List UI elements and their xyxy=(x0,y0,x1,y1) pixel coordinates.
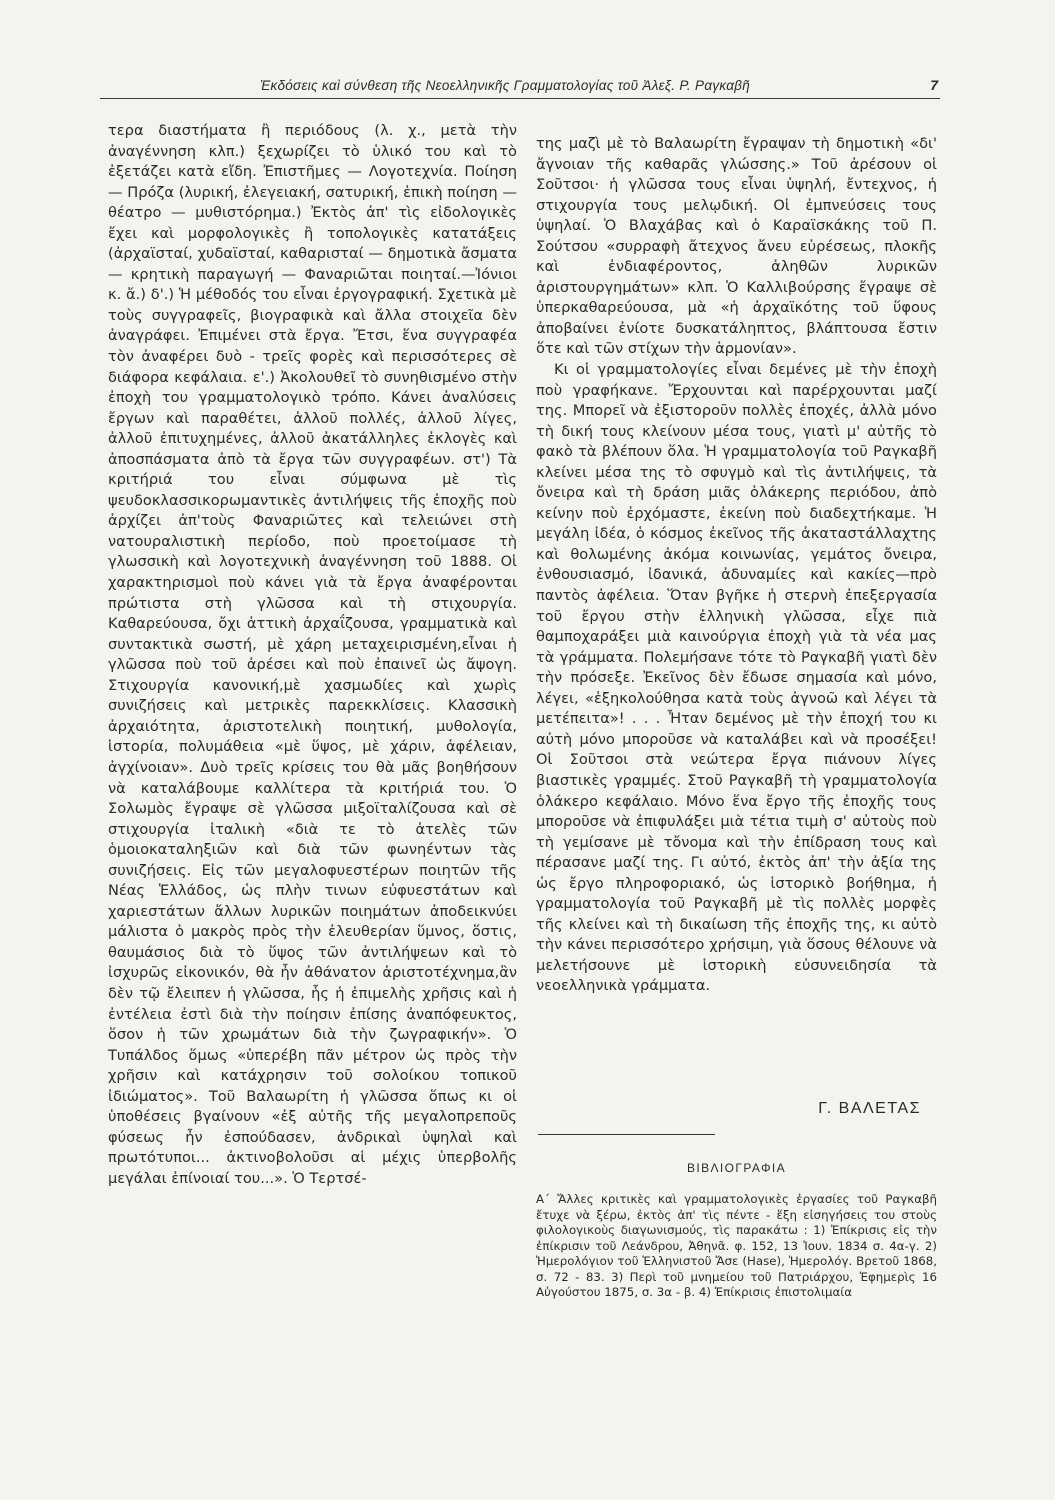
right-column xyxy=(536,134,937,997)
page-number: 7 xyxy=(930,77,938,93)
right-column-paragraph-2: Κι οἱ γραμματολογίες εἶναι δεμένες μὲ τὴν ἐποχὴ ποὺ γραφήκανε. Ἔρχουνται καὶ παρέρχουνται μαζί της. Μπορεῖ νὰ ἐξιστοροῦν πολλὲς ἐποχές, ἀλλὰ μόνο τὴ δική τους κλείνουν μέσα τους, γιατὶ μ' αὐτῆς τὸ φακὸ τὰ βλέπουν ὅλα. Ἡ γραμματολογία τοῦ Ραγκαβῆ κλείνει μέσα της τὸ σφυγμὸ καὶ τὶς ἀντιλήψεις, τὰ ὄνειρα καὶ τὴ δράση μιᾶς ὁλάκερης περιόδου, ἀπὸ κείνην ποὺ ἐρχόμαστε, ἐκείνη ποὺ διαδεχτήκαμε. Ἡ μεγάλη ἰδέα, ὁ κόσμος ἐκεῖνος τῆς ἀκαταστάλλαχτης καὶ θολωμένης ἀκόμα κοινωνίας, γεμάτος ὄνειρα, ἐνθουσιασμό, ἰδανικά, ἀδυναμίες καὶ κακίες—πρὸ παντὸς ἀφέλεια. Ὅταν βγῆκε ἡ στερνὴ ἐπεξεργασία τοῦ ἔργου στὴν ἑλληνικὴ γλῶσσα, εἶχε πιὰ θαμποχαράξει μιὰ καινούργια ἐποχὴ γιὰ τὰ νέα μας τὰ γράμματα. Πολεμήσανε τότε τὸ Ραγκαβῆ γιατὶ δὲν τὴν πρόσεξε. Ἐκεῖνος δὲν ἔδωσε σημασία καὶ μόνο, λέγει, «ἐξηκολούθησα κατὰ τοὺς ἀγνοῶ καὶ λέγει τὰ μετέπειτα»! . . . Ἦταν δεμένος μὲ τὴν ἐποχή του κι αὐτὴ μόνο μποροῦσε νὰ καταλάβει καὶ νὰ προσέξει! Οἱ Σοῦτσοι στὰ νεώτερα ἔργα πιάνουν λίγες βιαστικὲς γραμμές. Στοῦ Ραγκαβῆ τὴ γραμματολογία ὁλάκερο κεφάλαιο. Μόνο ἕνα ἔργο τῆς ἐποχῆς τους μποροῦσε νὰ ἐπιφυλάξει μιὰ τέτια τιμὴ σ' αὐτοὺς ποὺ τὴ γεμίσανε μὲ τὄνομα καὶ τὴν ἐπίδραση τους καὶ πέρασανε μαζί της. Γι αὐτό, ἐκτὸς ἀπ' τὴν ἀξία της ὡς ἔργο πληροφοριακό, ὡς ἱστορικὸ βοήθημα, ἡ γραμματολογία τοῦ Ραγκαβῆ μὲ τὶς πολλὲς μορφὲς τῆς κλείνει καὶ τὴ δικαίωση τῆς ἐποχῆς της, κι αὐτὸ τὴν κάνει περισσότερο χρήσιμη, γιὰ ὅσους θέλουνε νὰ μελετήσουνε μὲ ἱστορικὴ εὐσυνειδησία τὰ νεοελληνικὰ γράμματα. xyxy=(536,361,937,995)
bibliography-heading: ΒΙΒΛΙΟΓΡΑΦΙΑ xyxy=(686,1161,787,1175)
author-signature: Γ. ΒΑΛΕΤΑΣ xyxy=(818,1100,921,1117)
running-title: Ἐκδόσεις καὶ σύνθεση τῆς Νεοελληνικῆς Γραμματολογίας τοῦ Ἀλεξ. Ρ. Ραγκαβῆ xyxy=(259,78,751,93)
left-column xyxy=(108,121,517,1189)
bibliography-text-block xyxy=(536,1192,937,1301)
left-column-paragraph: τερα διαστήματα ἢ περιόδους (λ. χ., μετὰ τὴν ἀναγέννηση κλπ.) ξεχωρίζει τὸ ὑλικό του καὶ τὸ ἐξετάζει κατὰ εἴδη. Ἐπιστῆμες — Λογοτεχνία. Ποίηση — Πρόζα (λυρική, ἐλεγειακή, σατυρική, ἐπικὴ ποίηση — θέατρο — μυθιστόρημα.) Ἐκτὸς ἀπ' τὶς εἰδολογικὲς ἔχει καὶ μορφολογικὲς ἢ τοπολογικὲς κατατάξεις (ἀρχαϊσταί, χυδαϊσταί, καθαρισταί — δημοτικὰ ἄσματα — κρητικὴ παραγωγή — Φαναριῶται ποιηταί.—Ἰόνιοι κ. ἄ.) δ'.) Ἡ μέθοδός του εἶναι ἐργογραφική. Σχετικὰ μὲ τοὺς συγγραφεῖς, βιογραφικὰ καὶ ἄλλα στοιχεῖα δὲν ἀναγράφει. Ἐπιμένει στὰ ἔργα. Ἔτσι, ἕνα συγγραφέα τὸν ἀναφέρει δυὸ - τρεῖς φορὲς καὶ περισσότερες σὲ διάφορα κεφάλαια. ε'.) Ἀκολουθεῖ τὸ συνηθισμένο στὴν ἐποχὴ του γραμματολογικὸ τρόπο. Κάνει ἀναλύσεις ἔργων καὶ παραθέτει, ἀλλοῦ πολλές, ἀλλοῦ λίγες, ἀλλοῦ ἐπιτυχημένες, ἀλλοῦ ἀκατάλληλες ἐκλογὲς καὶ ἀποσπάσματα ἀπὸ τὰ ἔργα τῶν συγγραφέων. στ') Τὰ κριτήριά του εἶναι σύμφωνα μὲ τὶς ψευδοκλασσικορωμαντικὲς ἀντιλήψεις τῆς ἐποχῆς ποὺ ἀρχίζει ἀπ'τοὺς Φαναριῶτες καὶ τελειώνει στὴ νατουραλιστικὴ περίοδο, ποὺ προετοίμασε τὴ γλωσσικὴ καὶ λογοτεχνικὴ ἀναγέννηση τοῦ 1888. Οἱ χαρακτηρισμοὶ ποὺ κάνει γιὰ τὰ ἔργα ἀναφέρονται πρώτιστα στὴ γλῶσσα καὶ τὴ στιχουργία. Καθαρεύουσα, ὄχι ἀττικὴ ἀρχαΐζουσα, γραμματικὰ καὶ συντακτικὰ σωστή, μὲ χάρη μεταχειρισμένη,εἶναι ἡ γλῶσσα ποὺ τοῦ ἀρέσει καὶ ποὺ ἐπαινεῖ ὡς ἄψογη. Στιχουργία κανονική,μὲ χασμωδίες καὶ χωρὶς συνιζήσεις καὶ μετρικὲς παρεκκλίσεις. Κλασσικὴ ἀρχαιότητα, ἀριστοτελικὴ ποιητική, μυθολογία, ἱστορία, πολυμάθεια «μὲ ὕψος, μὲ χάριν, ἀφέλειαν, ἀγχίνοιαν». Δυὸ τρεῖς κρίσεις του θὰ μᾶς βοηθήσουν νὰ καταλάβουμε καλλίτερα τὰ κριτήριά του. Ὁ Σολωμὸς ἔγραψε σὲ γλῶσσα μιξοϊταλίζουσα καὶ σὲ στιχουργία ἰταλικὴ «διὰ τε τὸ ἀτελὲς τῶν ὁμοιοκαταληξιῶν καὶ διὰ τῶν φωνηέντων τὰς συνιζήσεις. Εἰς τῶν μεγαλοφυεστέρων ποιητῶν τῆς Νέας Ἑλλάδος, ὡς πλὴν τινων εὐφυεστάτων καὶ χαριεστάτων ἄλλων λυρικῶν ποιημάτων ἀποδεικνύει μάλιστα ὁ μακρὸς πρὸς τὴν ἐλευθερίαν ὕμνος, ὅστις, θαυμάσιος διὰ τὸ ὕψος τῶν ἀντιλήψεων καὶ τὸ ἰσχυρῶς εἰκονικόν, θὰ ἦν ἀθάνατον ἀριστοτέχνημα,ἂν δὲν τῷ ἔλειπεν ἡ γλῶσσα, ἧς ἡ ἐπιμελὴς χρῆσις καὶ ἡ ἐντέλεια ἐστὶ διὰ τὴν ποίησιν ἐπίσης ἀναπόφευκτος, ὅσον ἡ τῶν χρωμάτων διὰ τὴν ζωγραφικήν». Ὁ Τυπάλδος ὅμως «ὑπερέβη πᾶν μέτρον ὡς πρὸς τὴν χρῆσιν καὶ κατάχρησιν τοῦ σολοίκου τοπικοῦ ἰδιώματος». Τοῦ Βαλαωρίτη ἡ γλῶσσα ὅπως κι οἱ ὑποθέσεις βγαίνουν «ἐξ αὐτῆς τῆς μεγαλοπρεποῦς φύσεως ἦν ἐσπούδασεν, ἀνδρικαὶ ὑψηλαὶ καὶ πρωτότυποι... ἀκτινοβολοῦσι αἱ μέχις ὑπερβολῆς μεγάλαι ἐπίνοιαί του...». Ὁ Τερτσέ- xyxy=(108,122,517,1187)
running-header xyxy=(100,76,940,99)
right-column-paragraph-1: της μαζὶ μὲ τὸ Βαλαωρίτη ἔγραψαν τὴ δημοτικὴ «δι' ἄγνοιαν τῆς καθαρᾶς γλώσσης.» Τοῦ ἀρέσουν οἱ Σοῦτσοι· ἡ γλῶσσα τους εἶναι ὑψηλή, ἔντεχνος, ἡ στιχουργία τους μελῳδική. Οἱ ἐμπνεύσεις τους ὑψηλαί. Ὁ Βλαχάβας καὶ ὁ Καραϊσκάκης τοῦ Π. Σούτσου «συρραφὴ ἄτεχνος ἄνευ εὑρέσεως, πλοκῆς καὶ ἐνδιαφέροντος, ἀληθῶν λυρικῶν ἀριστουργημάτων» κλπ. Ὁ Καλλιβούρσης ἔγραψε σὲ ὑπερκαθαρεύουσα, μὰ «ἡ ἀρχαϊκότης τοῦ ὕφους ἀποβαίνει ἐνίοτε δυσκατάληπτος, βλάπτουσα ἔστιν ὅτε καὶ τῶν στίχων τὴν ἁρμονίαν». xyxy=(536,135,937,358)
section-divider xyxy=(538,1134,715,1135)
bibliography-paragraph: Α΄ Ἄλλες κριτικὲς καὶ γραμματολογικὲς ἐργασίες τοῦ Ραγκαβῆ ἔτυχε νὰ ξέρω, ἐκτὸς ἀπ' τὶς πέντε - ἕξη εἰσηγήσεις του στοὺς φιλολογικοὺς διαγωνισμούς, τὶς παρακάτω : 1) Ἐπίκρισις εἰς τὴν ἐπίκρισιν τοῦ Λεάνδρου, Ἀθηνᾶ. φ. 152, 13 Ἰουν. 1834 σ. 4α-γ. 2) Ἡμερολόγιον τοῦ Ἑλληνιστοῦ Ἄσε (Hase), Ἡμερολόγ. Βρετοῦ 1868, σ. 72 - 83. 3) Περὶ τοῦ μνημείου τοῦ Πατριάρχου, Ἐφημερὶς 16 Αὐγούστου 1875, σ. 3α - β. 4) Ἐπίκρισις ἐπιστολιμαία xyxy=(536,1192,937,1299)
